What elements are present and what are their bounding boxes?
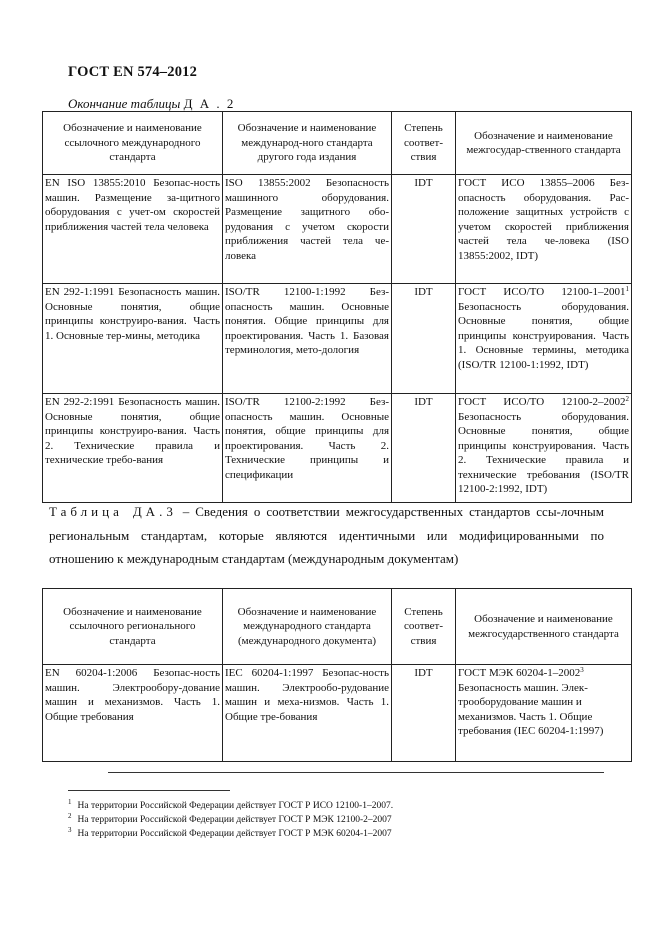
table-row bbox=[43, 175, 632, 284]
ref-standard-cell: EN 292-1:1991 Безопасность машин. Основные понятия, общие принципы конструиро-вания. Часть 1. Основные тер-мины, методика bbox=[43, 284, 223, 394]
header-cell: Степень соответ-ствия bbox=[392, 589, 456, 665]
other-standard-cell: IEC 60204-1:1997 Безопас-ность машин. Электрообо-рудование машин и меха-низмов. Часть 1. Общие тре-бования bbox=[223, 665, 392, 762]
header-cell: Обозначение и наименование международного стандарта (международного документа) bbox=[223, 589, 392, 665]
table-da2 bbox=[42, 111, 632, 503]
document-header: ГОСТ EN 574–2012 bbox=[68, 64, 198, 80]
interstate-standard-cell bbox=[456, 394, 632, 503]
interstate-standard-cell bbox=[456, 284, 632, 394]
continuation-prefix: Окончание таблицы bbox=[68, 96, 181, 111]
degree-cell: IDT bbox=[392, 175, 456, 284]
header-cell: Обозначение и наименование межгосудар-ственного стандарта bbox=[456, 112, 632, 175]
header-cell: Обозначение и наименование ссылочного международного стандарта bbox=[43, 112, 223, 175]
ref-standard-cell: EN ISO 13855:2010 Безопас-ность машин. Размещение за-щитного оборудования с учет-ом скоростей приближения частей тела человека bbox=[43, 175, 223, 284]
continuation-table-number: Д А . 2 bbox=[183, 96, 236, 111]
table-da3 bbox=[42, 588, 632, 762]
interstate-standard-cell bbox=[456, 665, 632, 762]
footnote-ref: 3 bbox=[580, 666, 584, 674]
interstate-designation: ГОСТ МЭК 60204-1–2002 bbox=[458, 667, 581, 679]
footnote-separator bbox=[68, 790, 230, 791]
interstate-designation: ГОСТ ИСО/ТО 12100-2–2002 bbox=[458, 396, 626, 408]
ref-standard-cell: EN 60204-1:2006 Безопас-ность машин. Электрообору-дование машин и механизмов. Часть 1. Общие требования bbox=[43, 665, 223, 762]
interstate-designation: ГОСТ ИСО/ТО 12100-1–2001 bbox=[458, 286, 626, 298]
caption-table-number: Таблица ДА.3 bbox=[49, 504, 177, 519]
table-row bbox=[43, 394, 632, 503]
footnote-ref: 1 bbox=[625, 285, 629, 293]
section-separator bbox=[108, 772, 604, 773]
table-row bbox=[43, 284, 632, 394]
ref-standard-cell: EN 292-2:1991 Безопасность машин. Основные понятия, общие принципы конструиро-вания. Часть 2. Технические правила и технические требо-вания bbox=[43, 394, 223, 503]
footnote-number: 1 bbox=[68, 798, 72, 806]
table-continuation-label bbox=[68, 96, 235, 112]
table-header-row bbox=[43, 589, 632, 665]
table-row bbox=[43, 665, 632, 762]
degree-cell: IDT bbox=[392, 665, 456, 762]
degree-cell: IDT bbox=[392, 394, 456, 503]
header-cell: Обозначение и наименование межгосударственного стандарта bbox=[456, 589, 632, 665]
other-standard-cell: ISO/TR 12100-1:1992 Без-опасность машин. Основные понятия. Общие принципы для проектирования. Часть 1. Базовая терминология, мето-дология bbox=[223, 284, 392, 394]
interstate-title: Безопасность оборудования. Основные понятия, общие принципы конструирования. Часть 1. Основные термины, методика (ISO/TR 12100-1:1992, IDT) bbox=[458, 300, 629, 371]
other-standard-cell: ISO/TR 12100-2:1992 Без-опасность машин. Основные понятия, общие принципы для проектирования. Часть 2. Технические принципы и спецификации bbox=[223, 394, 392, 503]
interstate-title: Безопасность оборудования. Основные понятия, общие принципы конструирования. Часть 2. Технические правила и технические требования (ISO/TR 12100-2:1992, IDT) bbox=[458, 410, 629, 495]
degree-cell: IDT bbox=[392, 284, 456, 394]
caption-text: – Сведения о соответствии межгосударственных стандартов ссы-лочным региональным стандартам, которые являются идентичными или модифицированными по отношению к международным стандартам (международным документам) bbox=[49, 504, 604, 566]
header-cell: Обозначение и наименование ссылочного регионального стандарта bbox=[43, 589, 223, 665]
header-cell: Степень соответ-ствия bbox=[392, 112, 456, 175]
footnote-text: На территории Российской Федерации действует ГОСТ Р МЭК 12100-2–2007 bbox=[77, 815, 392, 826]
interstate-title: Безопасность машин. Элек-трооборудование машин и механизмов. Часть 1. Общие требования (IEC 60204-1:1997) bbox=[458, 681, 604, 737]
footnote-ref: 2 bbox=[625, 395, 629, 403]
footnote-text: На территории Российской Федерации действует ГОСТ Р МЭК 60204-1–2007 bbox=[77, 829, 392, 840]
header-cell: Обозначение и наименование международ-ного стандарта другого года издания bbox=[223, 112, 392, 175]
table-da3-caption bbox=[49, 500, 604, 571]
other-standard-cell: ISO 13855:2002 Безопасность машинного оборудования. Размещение защитного обо-рудования с учетом скорости приближения частей тела че-ловека bbox=[223, 175, 392, 284]
footnote-number: 2 bbox=[68, 812, 72, 820]
table-header-row bbox=[43, 112, 632, 175]
interstate-standard-cell: ГОСТ ИСО 13855–2006 Без-опасность оборудования. Рас-положение защитных устройств с учетом скоростей приближения частей тела че-ловека (ISO 13855:2002, IDT) bbox=[456, 175, 632, 284]
footnote-number: 3 bbox=[68, 826, 72, 834]
footnote-text: На территории Российской Федерации действует ГОСТ Р ИСО 12100-1–2007. bbox=[77, 801, 394, 812]
footnote bbox=[68, 824, 392, 841]
